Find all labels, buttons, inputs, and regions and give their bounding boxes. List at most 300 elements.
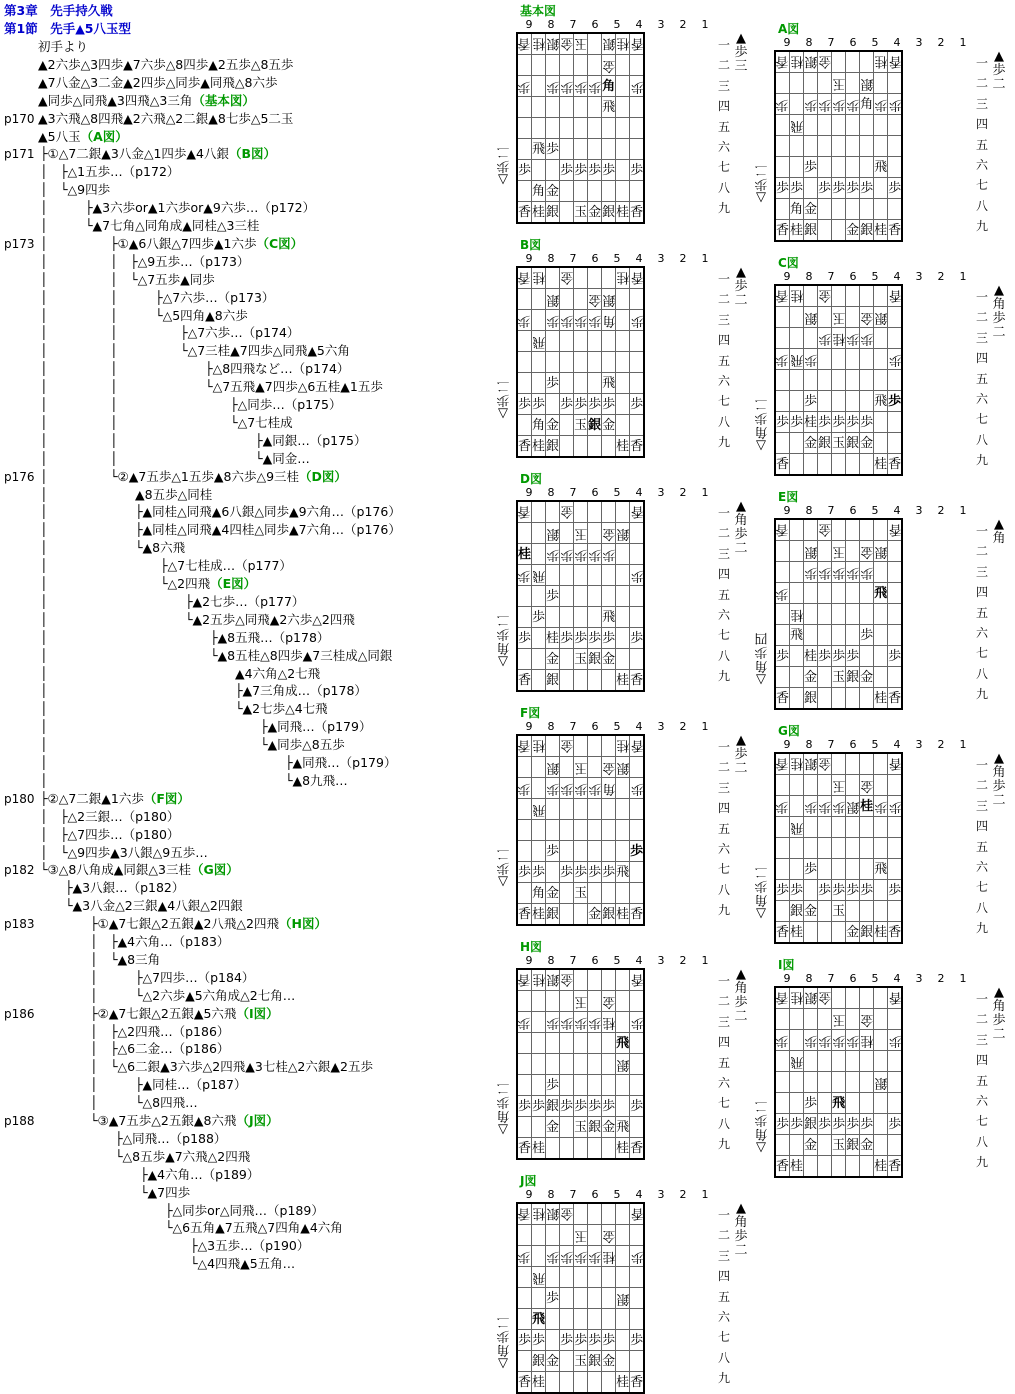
board-square: [574, 331, 588, 352]
move-text: │ └△2四飛（E図）: [40, 576, 257, 591]
board-square: 金: [860, 775, 874, 796]
board-square: 玉: [574, 1225, 588, 1246]
board-square: [588, 1225, 602, 1246]
board-grid: [774, 752, 903, 944]
diagram-link[interactable]: （F図）: [143, 790, 190, 806]
board-square: [818, 604, 832, 625]
board-square: [616, 1075, 630, 1096]
board-square: [588, 1372, 602, 1394]
move-text: │ │ ├△7六歩…（p173）: [40, 289, 275, 305]
board-square: 歩: [888, 349, 903, 370]
board-square: 歩: [574, 1246, 588, 1267]
board-square: 金: [560, 33, 574, 55]
board-square: [517, 757, 532, 778]
board-square: [517, 883, 532, 904]
board-square: [790, 454, 804, 476]
board-square: 歩: [630, 778, 645, 799]
board-square: 金: [602, 1117, 616, 1138]
board-square: 歩: [546, 778, 560, 799]
board-square: 銀: [588, 415, 602, 436]
board-square: [874, 604, 888, 625]
board-square: [560, 289, 574, 310]
board-square: [532, 586, 546, 607]
board-square: [888, 136, 903, 157]
board-square: 歩: [532, 394, 546, 415]
board-square: 玉: [832, 307, 846, 328]
board-square: [804, 922, 818, 944]
board-square: 銀: [546, 523, 560, 544]
board-square: [860, 859, 874, 880]
move-text: │ ├▲同桂…（p187）: [40, 1077, 247, 1093]
board-square: [775, 1093, 790, 1114]
board-square: [602, 1033, 616, 1054]
board-square: [588, 523, 602, 544]
board-square: [874, 625, 888, 646]
diagram-link[interactable]: （基本図）: [192, 92, 255, 108]
board-square: [860, 157, 874, 178]
board-square: 銀: [860, 922, 874, 944]
diagram-link[interactable]: （A図）: [80, 128, 128, 144]
board-square: [517, 1288, 532, 1309]
sente-hand: ▲ 歩 二: [992, 49, 1006, 92]
board-square: 歩: [818, 646, 832, 667]
board-square: [846, 817, 860, 838]
board-square: 金: [560, 501, 574, 523]
board-grid: [516, 500, 645, 692]
board-square: 歩: [818, 412, 832, 433]
board-square: 桂: [532, 969, 546, 991]
board-square: 桂: [804, 646, 818, 667]
board-square: [616, 799, 630, 820]
board-square: 歩: [588, 1246, 602, 1267]
board-square: 歩: [860, 328, 874, 349]
board-square: [874, 412, 888, 433]
board-square: [818, 775, 832, 796]
diagram-link[interactable]: （H図）: [279, 916, 327, 932]
board-square: 香: [888, 688, 903, 710]
board-square: 玉: [832, 433, 846, 454]
board-square: 歩: [630, 394, 645, 415]
board-square: [860, 817, 874, 838]
board-square: 銀: [616, 523, 630, 544]
gote-hand: △ 角 歩 二: [496, 1080, 510, 1137]
board-square: 歩: [588, 394, 602, 415]
board-square: [602, 118, 616, 139]
board-square: [846, 838, 860, 859]
board-square: 桂: [532, 904, 546, 926]
board-square: [846, 349, 860, 370]
board-square: [517, 139, 532, 160]
board-square: 飛: [790, 115, 804, 136]
board-square: 銀: [546, 289, 560, 310]
board-title: E図: [778, 490, 799, 504]
board-square: [874, 199, 888, 220]
board-square: [616, 1203, 630, 1225]
board-square: [888, 433, 903, 454]
move-text: │ └△6二銀▲3六歩△2四飛▲3七桂△2六銀▲2五歩: [40, 1059, 373, 1075]
board-square: [804, 1156, 818, 1178]
board-square: [804, 880, 818, 901]
board-square: [860, 838, 874, 859]
board-square: 香: [630, 1203, 645, 1225]
board-square: 銀: [846, 433, 860, 454]
board-square: [775, 1135, 790, 1156]
board-square: [804, 625, 818, 646]
board-square: [630, 757, 645, 778]
board-square: 歩: [775, 583, 790, 604]
board-square: [874, 349, 888, 370]
board-square: [517, 799, 532, 820]
move-text: │ └△8四飛…: [40, 1095, 198, 1111]
board-square: 香: [775, 51, 790, 73]
gote-hand: △ 歩 二: [496, 846, 510, 889]
board-square: [588, 735, 602, 757]
board-square: 銀: [804, 51, 818, 73]
board-square: [630, 331, 645, 352]
move-text: ├②△7二銀▲1六歩（F図）: [40, 790, 190, 806]
board-square: 桂: [602, 1246, 616, 1267]
diagram-link[interactable]: （I図）: [236, 1005, 279, 1021]
board-square: 歩: [532, 862, 546, 883]
board-square: [532, 628, 546, 649]
board-square: 香: [630, 904, 645, 926]
board-square: [560, 991, 574, 1012]
board-square: [532, 991, 546, 1012]
board-square: [560, 1309, 574, 1330]
board-square: [860, 604, 874, 625]
board-square: [860, 987, 874, 1009]
board-square: [790, 667, 804, 688]
board-square: [616, 394, 630, 415]
move-text: │ ├△7七桂成…（p177）: [40, 558, 292, 574]
board-square: [574, 969, 588, 991]
board-square: [517, 1225, 532, 1246]
board-square: 歩: [602, 160, 616, 181]
board-square: [790, 157, 804, 178]
board-square: 歩: [560, 778, 574, 799]
board-square: [775, 1009, 790, 1030]
board-square: 歩: [888, 880, 903, 901]
board-square: [574, 586, 588, 607]
board-square: [574, 118, 588, 139]
board-square: [532, 160, 546, 181]
board-square: 香: [517, 904, 532, 926]
board-square: 角: [602, 310, 616, 331]
board-square: 桂: [860, 796, 874, 817]
board-square: [874, 1009, 888, 1030]
board-square: [846, 199, 860, 220]
board-square: [546, 1330, 560, 1351]
page-ref: p176: [4, 469, 35, 484]
board-square: [560, 607, 574, 628]
gote-hand: △ 角 歩 二: [754, 396, 768, 453]
board-square: [546, 565, 560, 586]
board-square: 歩: [630, 1012, 645, 1033]
move-text: ├②▲7七銀△2五銀▲5六飛（I図）: [40, 1005, 279, 1021]
board-square: [546, 1138, 560, 1160]
board-square: [630, 544, 645, 565]
board-square: [517, 1117, 532, 1138]
board-square: 桂: [874, 220, 888, 242]
board-square: [574, 1288, 588, 1309]
board-square: [560, 1054, 574, 1075]
board-square: [888, 838, 903, 859]
board-square: 歩: [874, 796, 888, 817]
board-square: 玉: [574, 202, 588, 224]
board-square: 角: [532, 181, 546, 202]
board-square: [588, 55, 602, 76]
board-square: [532, 310, 546, 331]
board-square: 玉: [832, 541, 846, 562]
board-square: 歩: [860, 1114, 874, 1135]
move-text: └△6五角▲7五飛△7四角▲4六角: [40, 1220, 343, 1236]
board-square: 歩: [804, 1093, 818, 1114]
board-square: 歩: [517, 76, 532, 97]
board-square: 歩: [546, 76, 560, 97]
board-square: [804, 370, 818, 391]
board-square: [588, 586, 602, 607]
move-text: │ └△9四歩: [40, 182, 111, 198]
board-square: [846, 285, 860, 307]
board-square: 歩: [546, 1288, 560, 1309]
board-square: [818, 583, 832, 604]
board-square: 歩: [804, 349, 818, 370]
page-ref: p173: [4, 236, 35, 251]
diagram-link[interactable]: （D図）: [299, 468, 347, 484]
board-square: [832, 349, 846, 370]
board-square: [574, 267, 588, 289]
board-square: 金: [588, 289, 602, 310]
board-square: [888, 370, 903, 391]
board-square: [574, 501, 588, 523]
board-square: [846, 901, 860, 922]
board-square: [630, 649, 645, 670]
board-square: [532, 778, 546, 799]
board-square: [775, 1051, 790, 1072]
board-square: [874, 838, 888, 859]
board-square: 歩: [588, 76, 602, 97]
board-square: 歩: [546, 1075, 560, 1096]
board-square: [517, 331, 532, 352]
board-square: [602, 820, 616, 841]
board-square: [517, 373, 532, 394]
board-square: 歩: [832, 1030, 846, 1051]
board-square: [560, 1075, 574, 1096]
move-text: └③▲7五歩△2五銀▲8六飛（J図）: [40, 1113, 279, 1128]
board-square: [630, 991, 645, 1012]
board-square: [630, 1351, 645, 1372]
board-square: 歩: [790, 412, 804, 433]
board-square: 歩: [832, 796, 846, 817]
move-text: ├△3五歩…（p190）: [40, 1238, 310, 1254]
board-square: [560, 1225, 574, 1246]
board-square: 歩: [630, 1330, 645, 1351]
board-square: 金: [860, 307, 874, 328]
board-square: [874, 1093, 888, 1114]
board-square: 金: [846, 220, 860, 242]
board-square: 金: [602, 523, 616, 544]
move-text: │ │ ├△9五歩…（p173）: [40, 253, 250, 269]
diagram-link[interactable]: （J図）: [236, 1113, 279, 1128]
board-square: 角: [860, 94, 874, 115]
board-square: [616, 628, 630, 649]
move-text: │ └▲8三角: [40, 951, 161, 967]
board-square: [818, 220, 832, 242]
board-square: 桂: [616, 735, 630, 757]
board-square: [616, 181, 630, 202]
board-square: 桂: [790, 51, 804, 73]
board-square: 銀: [860, 73, 874, 94]
board-square: [546, 1033, 560, 1054]
board-square: [818, 1156, 832, 1178]
board-square: [560, 373, 574, 394]
board-square: [775, 307, 790, 328]
board-title: D図: [520, 472, 542, 486]
board-square: [546, 799, 560, 820]
board-square: 桂: [804, 412, 818, 433]
board-square: [818, 817, 832, 838]
gote-hand: △ 角 歩 二: [496, 1314, 510, 1371]
board-square: 香: [775, 519, 790, 541]
board-square: [574, 1138, 588, 1160]
board-square: [888, 1093, 903, 1114]
board-square: [602, 1288, 616, 1309]
board-square: [860, 454, 874, 476]
board-square: [832, 859, 846, 880]
board-square: [560, 820, 574, 841]
move-text: │ ├△2四飛…（p186）: [40, 1023, 230, 1039]
board-square: [616, 1225, 630, 1246]
board-square: 桂: [546, 628, 560, 649]
board-square: 香: [888, 753, 903, 775]
board-square: [630, 799, 645, 820]
board-square: [860, 1051, 874, 1072]
board-square: [775, 901, 790, 922]
board-square: [775, 838, 790, 859]
diagram-link[interactable]: （G図）: [190, 862, 239, 878]
move-text: ├①△7二銀▲3八金△1四歩▲4八銀（B図）: [40, 146, 277, 162]
board-square: [860, 391, 874, 412]
board-square: [874, 775, 888, 796]
board-square: [588, 139, 602, 160]
board-square: 香: [888, 220, 903, 242]
board-square: 金: [860, 1135, 874, 1156]
board-square: 桂: [616, 436, 630, 458]
board-square: [874, 328, 888, 349]
board-square: [874, 901, 888, 922]
board-square: 香: [888, 922, 903, 944]
board-square: [818, 922, 832, 944]
board-square: 歩: [588, 1012, 602, 1033]
board-square: [560, 1372, 574, 1394]
board-square: [860, 1156, 874, 1178]
board-square: [860, 199, 874, 220]
board-square: 歩: [517, 565, 532, 586]
board-square: [846, 370, 860, 391]
board-square: [818, 625, 832, 646]
diagram-link[interactable]: （C図）: [256, 235, 304, 251]
board-square: [832, 1072, 846, 1093]
board-square: 金: [818, 753, 832, 775]
board-square: 歩: [846, 1114, 860, 1135]
board-square: 金: [602, 1351, 616, 1372]
board-square: 歩: [818, 880, 832, 901]
board-square: 金: [546, 883, 560, 904]
gote-hand: △ 角 歩 二: [496, 612, 510, 669]
board-grid: [774, 50, 903, 242]
move-text: │ ▲8五歩△同桂: [40, 486, 213, 502]
board-square: 銀: [588, 1117, 602, 1138]
board-square: [804, 817, 818, 838]
board-square: [560, 352, 574, 373]
board-square: [818, 73, 832, 94]
board-square: [517, 118, 532, 139]
board-square: 歩: [517, 160, 532, 181]
board-square: 飛: [874, 391, 888, 412]
board-square: 香: [630, 33, 645, 55]
board-square: [532, 1012, 546, 1033]
board-square: [616, 1351, 630, 1372]
board-title: A図: [778, 22, 800, 36]
board-square: [874, 285, 888, 307]
board-square: [846, 157, 860, 178]
board-square: [790, 1009, 804, 1030]
board-square: 歩: [588, 862, 602, 883]
board-square: [846, 604, 860, 625]
diagram-link[interactable]: （E図）: [210, 576, 257, 591]
board-square: 歩: [574, 76, 588, 97]
board-square: 金: [804, 901, 818, 922]
board-square: [818, 199, 832, 220]
board-square: [517, 841, 532, 862]
move-text: │ │ ├△7六歩…（p174）: [40, 325, 300, 341]
board-square: 歩: [832, 178, 846, 199]
board-square: [860, 583, 874, 604]
board-square: 香: [630, 735, 645, 757]
diagram-link[interactable]: （B図）: [229, 146, 277, 162]
board-square: [616, 289, 630, 310]
board-square: [818, 1072, 832, 1093]
board-square: [574, 352, 588, 373]
board-square: 歩: [602, 862, 616, 883]
board-square: [517, 586, 532, 607]
board-square: 歩: [546, 544, 560, 565]
board-square: 歩: [888, 646, 903, 667]
board-square: [790, 1072, 804, 1093]
board-square: 歩: [630, 310, 645, 331]
board-square: 金: [602, 991, 616, 1012]
board-square: [588, 1075, 602, 1096]
board-square: 桂: [860, 1030, 874, 1051]
board-square: [602, 1203, 616, 1225]
move-text: │ │ └△7五歩▲同歩: [40, 271, 215, 287]
move-text: 初手より: [38, 39, 89, 54]
board-square: 玉: [574, 649, 588, 670]
board-square: 玉: [832, 73, 846, 94]
board-square: 銀: [588, 1351, 602, 1372]
board-square: [888, 667, 903, 688]
board-square: 玉: [574, 523, 588, 544]
board-square: [804, 1051, 818, 1072]
board-square: [860, 349, 874, 370]
board-square: [602, 331, 616, 352]
board-square: 歩: [860, 562, 874, 583]
board-square: 銀: [818, 433, 832, 454]
board-square: 歩: [574, 862, 588, 883]
board-square: [574, 1372, 588, 1394]
board-square: 歩: [630, 1246, 645, 1267]
board-square: [517, 991, 532, 1012]
